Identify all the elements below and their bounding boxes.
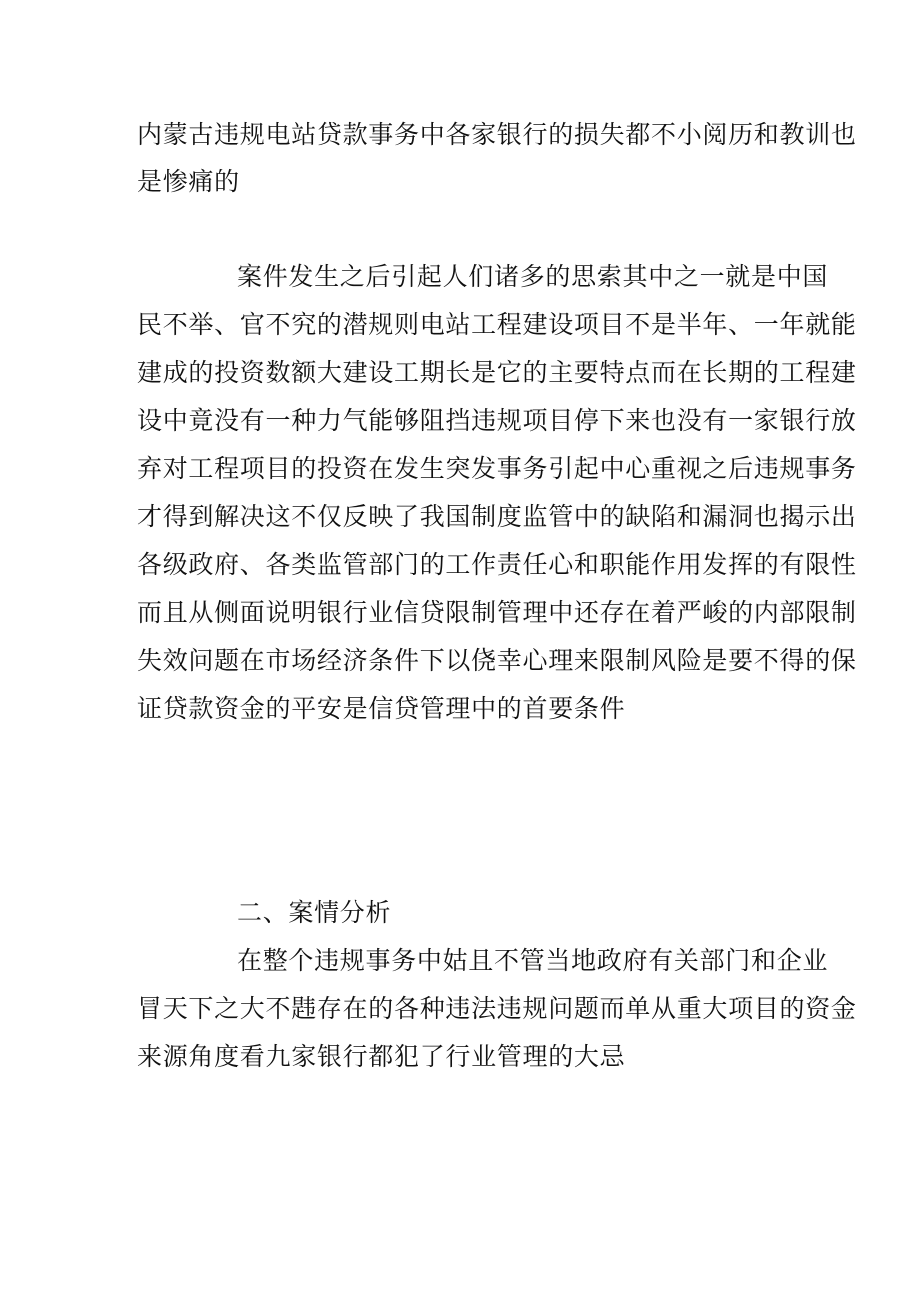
paragraph-line: 在整个违规事务中姑且不管当地政府有关部门和企业 <box>237 946 829 975</box>
paragraph-line: 失效问题在市场经济条件下以侥幸心理来限制风险是要不得的保 <box>137 646 857 675</box>
paragraph-line: 证贷款资金的平安是信贷管理中的首要条件 <box>137 694 626 723</box>
paragraph-line: 弃对工程项目的投资在发生突发事务引起中心重视之后违规事务 <box>137 454 857 483</box>
title-line: 内蒙古违规电站贷款事务中各家银行的损失都不小阅历和教训也 <box>137 120 857 149</box>
paragraph-line: 来源角度看九家银行都犯了行业管理的大忌 <box>137 1042 626 1071</box>
paragraph-line: 冒天下之大不韪存在的各种违法违规问题而单从重大项目的资金 <box>137 994 857 1023</box>
paragraph-line: 而且从侧面说明银行业信贷限制管理中还存在着严峻的内部限制 <box>137 598 857 627</box>
title-line: 是惨痛的 <box>137 167 240 196</box>
paragraph-line: 案件发生之后引起人们诸多的思索其中之一就是中国 <box>237 262 829 291</box>
paragraph-line: 各级政府、各类监管部门的工作责任心和职能作用发挥的有限性 <box>137 550 857 579</box>
paragraph-line: 才得到解决这不仅反映了我国制度监管中的缺陷和漏洞也揭示出 <box>137 502 857 531</box>
paragraph-line: 建成的投资数额大建设工期长是它的主要特点而在长期的工程建 <box>137 358 857 387</box>
section-heading: 二、案情分析 <box>237 898 392 927</box>
paragraph-line: 民不举、官不究的潜规则电站工程建设项目不是半年、一年就能 <box>137 310 857 339</box>
paragraph-line: 设中竟没有一种力气能够阻挡违规项目停下来也没有一家银行放 <box>137 406 857 435</box>
